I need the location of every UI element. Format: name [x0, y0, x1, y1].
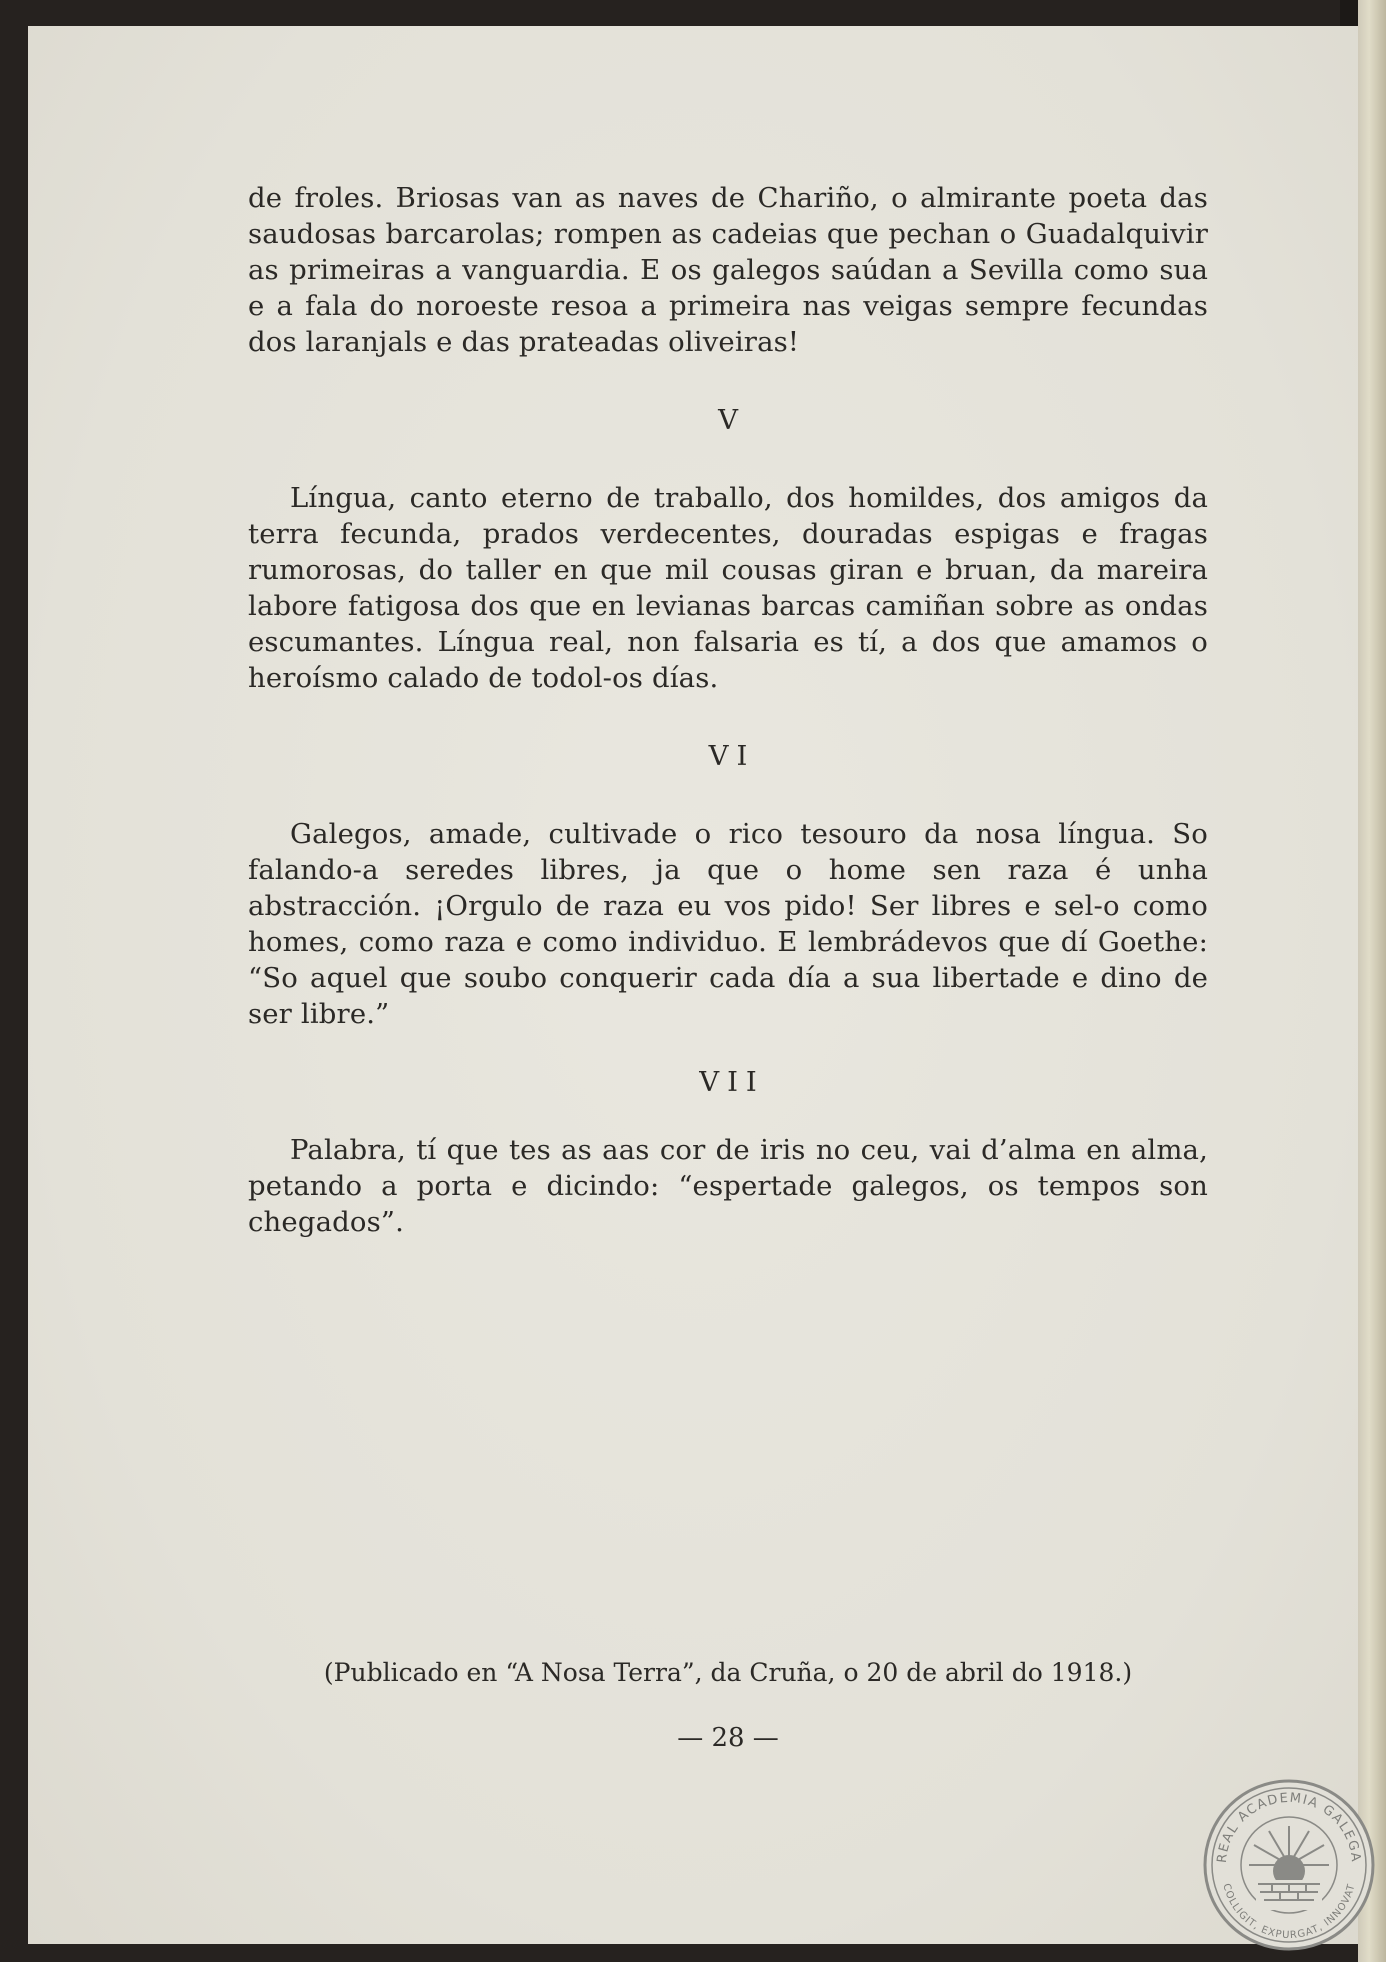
paragraph-palabra: Palabra, tí que tes as aas cor de iris no ceu, vai d’alma en alma, petando a porta e dicindo: “espertade galegos, os tempos son chegados”.	[248, 1134, 1208, 1238]
section-heading-vii: VII	[699, 1066, 765, 1098]
page-edge	[1358, 0, 1386, 1962]
paragraph-galegos: Galegos, amade, cultivade o rico tesouro da nosa língua. So falando-a seredes libres, ja que o home sen raza é unha abstracción. ¡Orgulo de raza eu vos pido! Ser libres e sel-o como homes, como raza e como individuo. E lembrádevos que dí Goethe: “So aquel que soubo conquerir cada día a sua libertade e dino de ser libre.”	[248, 818, 1208, 1030]
stamp-top-text: REAL ACADEMIA GALEGA	[1214, 1790, 1364, 1864]
page-number: — 28 —	[677, 1723, 779, 1753]
section-heading-v: V	[718, 404, 746, 436]
body-text	[248, 180, 1208, 1240]
paragraph-lingua: Língua, canto eterno de traballo, dos homildes, dos amigos da terra fecunda, prados verdecentes, douradas espigas e fragas rumorosas, do taller en que mil cousas giran e bruan, da mareira labore fatigosa dos que en levianas barcas camiñan sobre as ondas escumantes. Língua real, non falsaria es tí, a dos que amamos o heroísmo calado de todol-os días.	[248, 482, 1208, 694]
section-heading-vi: VI	[708, 740, 756, 772]
publication-note: (Publicado en “A Nosa Terra”, da Cruña, o 20 de abril do 1918.)	[323, 1658, 1133, 1687]
paragraph-continuation: de froles. Briosas van as naves de Chariño, o almirante poeta das saudosas barcarolas; rompen as cadeias que pechan o Guadalquivir as primeiras a vanguardia. E os galegos saúdan a Sevilla como sua e a fala do noroeste resoa a primeira nas veigas sempre fecundas dos laranjals e das prateadas oliveiras!	[248, 182, 1208, 358]
stamp-bottom-text: COLLIGIT, EXPURGAT, INNOVAT	[1220, 1882, 1358, 1942]
academy-stamp	[1200, 1776, 1378, 1954]
